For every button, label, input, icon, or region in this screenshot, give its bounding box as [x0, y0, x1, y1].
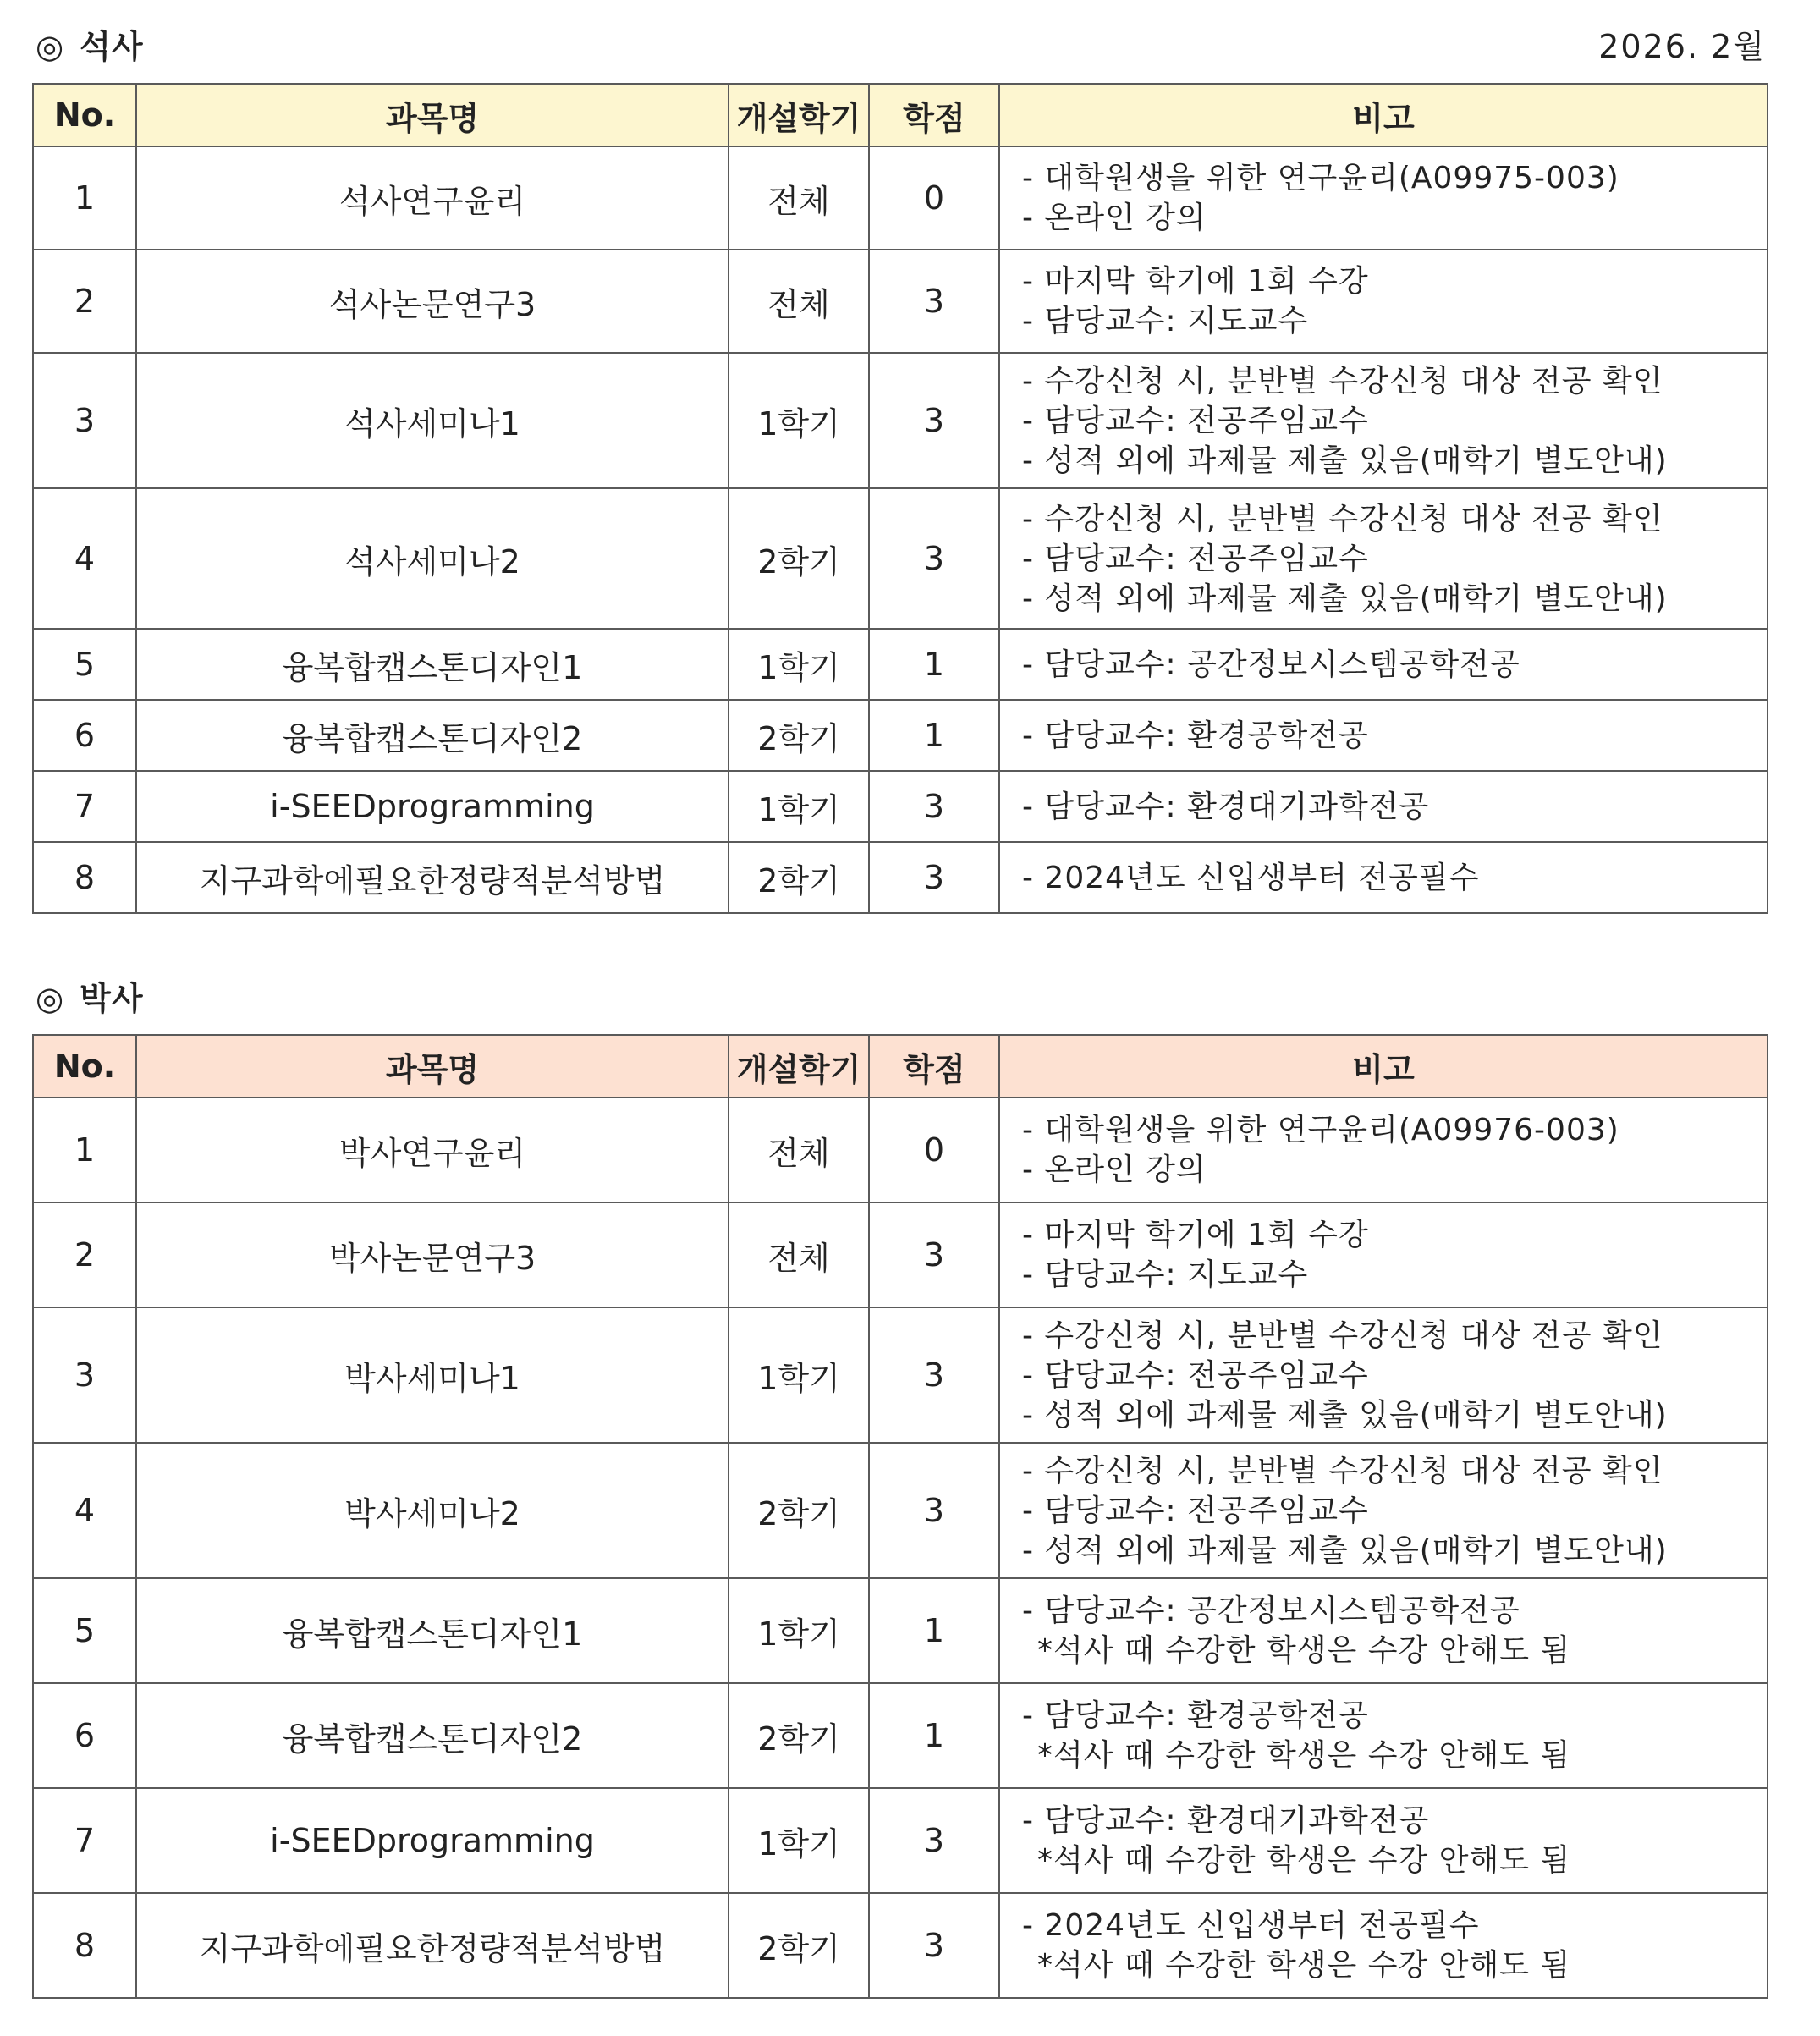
- course-name: 석사세미나2: [136, 488, 729, 629]
- course-remarks: [999, 842, 1768, 913]
- course-credits: 3: [869, 842, 999, 913]
- course-no: 8: [33, 842, 136, 913]
- header-no: No.: [33, 84, 136, 146]
- doctoral-course-table: [32, 1034, 1768, 1999]
- course-no: 4: [33, 488, 136, 629]
- header-semester: 개설학기: [729, 1035, 869, 1098]
- course-no: 4: [33, 1443, 136, 1578]
- course-credits: 0: [869, 146, 999, 250]
- course-name: 융복합캡스톤디자인2: [136, 1683, 729, 1788]
- course-credits: 1: [869, 1578, 999, 1683]
- course-remarks: [999, 146, 1768, 250]
- table-row: [33, 1578, 1768, 1683]
- table-row: [33, 146, 1768, 250]
- course-semester: 1학기: [729, 629, 869, 700]
- remark-line: - 담당교수: 환경공학전공: [1022, 718, 1369, 753]
- course-semester: 전체: [729, 1202, 869, 1307]
- course-credits: 3: [869, 1893, 999, 1998]
- remark-line: - 수강신청 시, 분반별 수강신청 대상 전공 확인: [1022, 363, 1663, 399]
- course-semester: 전체: [729, 1098, 869, 1202]
- course-no: 5: [33, 1578, 136, 1683]
- course-credits: 1: [869, 629, 999, 700]
- remark-line: - 2024년도 신입생부터 전공필수: [1022, 860, 1480, 895]
- remark-line: - 담당교수: 환경대기과학전공: [1022, 789, 1430, 824]
- course-no: 1: [33, 146, 136, 250]
- course-name: 지구과학에필요한정량적분석방법: [136, 842, 729, 913]
- header-no: No.: [33, 1035, 136, 1098]
- remark-line: - 담당교수: 지도교수: [1022, 304, 1309, 338]
- course-remarks: [999, 488, 1768, 629]
- course-name: 융복합캡스톤디자인2: [136, 700, 729, 771]
- remark-line: *석사 때 수강한 학생은 수강 안해도 됨: [1037, 1738, 1571, 1773]
- course-name: 박사세미나1: [136, 1307, 729, 1443]
- course-no: 8: [33, 1893, 136, 1998]
- masters-table-body: [33, 146, 1768, 913]
- course-remarks: [999, 1443, 1768, 1578]
- course-no: 5: [33, 629, 136, 700]
- header-credits: 학점: [869, 1035, 999, 1098]
- table-row: [33, 1202, 1768, 1307]
- course-no: 3: [33, 1307, 136, 1443]
- course-credits: 3: [869, 353, 999, 488]
- course-semester: 1학기: [729, 771, 869, 842]
- remark-line: - 성적 외에 과제물 제출 있음(매학기 별도안내): [1022, 581, 1668, 616]
- course-credits: 0: [869, 1098, 999, 1202]
- course-semester: 1학기: [729, 1788, 869, 1893]
- remark-line: - 담당교수: 전공주임교수: [1022, 1357, 1369, 1393]
- course-remarks: [999, 1788, 1768, 1893]
- remark-line: - 담당교수: 전공주임교수: [1022, 541, 1369, 576]
- doctoral-title-text: 박사: [80, 980, 144, 1017]
- table-row: [33, 771, 1768, 842]
- course-name: 석사세미나1: [136, 353, 729, 488]
- remark-line: - 담당교수: 전공주임교수: [1022, 1493, 1369, 1528]
- course-no: 6: [33, 700, 136, 771]
- remark-line: - 대학원생을 위한 연구윤리(A09975-003): [1022, 161, 1619, 195]
- course-name: 박사세미나2: [136, 1443, 729, 1578]
- course-semester: 2학기: [729, 488, 869, 629]
- course-name: i-SEEDprogramming: [136, 771, 729, 842]
- table-row: [33, 1443, 1768, 1578]
- table-row: [33, 1307, 1768, 1443]
- masters-course-table: [32, 83, 1768, 914]
- header-course-name: 과목명: [136, 1035, 729, 1098]
- remark-line: - 온라인 강의: [1022, 201, 1207, 235]
- course-semester: 2학기: [729, 700, 869, 771]
- header-remarks: 비고: [999, 1035, 1768, 1098]
- remark-line: - 수강신청 시, 분반별 수강신청 대상 전공 확인: [1022, 501, 1663, 537]
- course-semester: 1학기: [729, 1307, 869, 1443]
- table-row: [33, 353, 1768, 488]
- table-row: [33, 1098, 1768, 1202]
- course-remarks: [999, 1307, 1768, 1443]
- course-semester: 2학기: [729, 1893, 869, 1998]
- course-credits: 1: [869, 1683, 999, 1788]
- course-remarks: [999, 1578, 1768, 1683]
- remark-line: *석사 때 수강한 학생은 수강 안해도 됨: [1037, 1633, 1571, 1668]
- course-credits: 3: [869, 488, 999, 629]
- course-semester: 전체: [729, 250, 869, 353]
- course-remarks: [999, 700, 1768, 771]
- course-remarks: [999, 353, 1768, 488]
- doctoral-table-body: [33, 1098, 1768, 1998]
- header-semester: 개설학기: [729, 84, 869, 146]
- double-circle-icon: ◎: [36, 28, 65, 65]
- doctoral-section-title: [36, 977, 144, 1020]
- table-row: [33, 1683, 1768, 1788]
- masters-section-title: [36, 25, 144, 68]
- course-name: i-SEEDprogramming: [136, 1788, 729, 1893]
- course-name: 석사논문연구3: [136, 250, 729, 353]
- course-credits: 3: [869, 771, 999, 842]
- course-semester: 2학기: [729, 1683, 869, 1788]
- remark-line: - 마지막 학기에 1회 수강: [1022, 1218, 1369, 1252]
- course-credits: 1: [869, 700, 999, 771]
- course-remarks: [999, 1683, 1768, 1788]
- table-row: [33, 250, 1768, 353]
- remark-line: - 수강신청 시, 분반별 수강신청 대상 전공 확인: [1022, 1318, 1663, 1353]
- course-name: 박사논문연구3: [136, 1202, 729, 1307]
- course-remarks: [999, 1098, 1768, 1202]
- course-no: 3: [33, 353, 136, 488]
- remark-line: - 마지막 학기에 1회 수강: [1022, 264, 1369, 299]
- course-credits: 3: [869, 250, 999, 353]
- course-semester: 2학기: [729, 842, 869, 913]
- course-semester: 2학기: [729, 1443, 869, 1578]
- remark-line: - 성적 외에 과제물 제출 있음(매학기 별도안내): [1022, 443, 1668, 478]
- table-row: [33, 1893, 1768, 1998]
- course-credits: 3: [869, 1307, 999, 1443]
- course-no: 1: [33, 1098, 136, 1202]
- table-row: [33, 1788, 1768, 1893]
- table-row: [33, 700, 1768, 771]
- course-no: 7: [33, 1788, 136, 1893]
- course-name: 석사연구윤리: [136, 146, 729, 250]
- table-row: [33, 488, 1768, 629]
- course-credits: 3: [869, 1788, 999, 1893]
- double-circle-icon: ◎: [36, 980, 65, 1017]
- header-course-name: 과목명: [136, 84, 729, 146]
- remark-line: - 수강신청 시, 분반별 수강신청 대상 전공 확인: [1022, 1453, 1663, 1488]
- remark-line: - 담당교수: 전공주임교수: [1022, 403, 1369, 438]
- course-name: 지구과학에필요한정량적분석방법: [136, 1893, 729, 1998]
- header-credits: 학점: [869, 84, 999, 146]
- header-remarks: 비고: [999, 84, 1768, 146]
- remark-line: - 담당교수: 환경대기과학전공: [1022, 1803, 1430, 1838]
- remark-line: - 대학원생을 위한 연구윤리(A09976-003): [1022, 1113, 1619, 1147]
- course-remarks: [999, 1202, 1768, 1307]
- table-row: [33, 842, 1768, 913]
- course-name: 박사연구윤리: [136, 1098, 729, 1202]
- document-date: 2026. 2월: [1598, 28, 1766, 65]
- course-remarks: [999, 629, 1768, 700]
- course-semester: 1학기: [729, 1578, 869, 1683]
- course-no: 2: [33, 1202, 136, 1307]
- remark-line: - 성적 외에 과제물 제출 있음(매학기 별도안내): [1022, 1533, 1668, 1568]
- course-remarks: [999, 771, 1768, 842]
- course-no: 7: [33, 771, 136, 842]
- course-name: 융복합캡스톤디자인1: [136, 629, 729, 700]
- remark-line: - 담당교수: 공간정보시스템공학전공: [1022, 647, 1520, 682]
- remark-line: - 담당교수: 지도교수: [1022, 1257, 1309, 1292]
- remark-line: *석사 때 수강한 학생은 수강 안해도 됨: [1037, 1843, 1571, 1878]
- course-name: 융복합캡스톤디자인1: [136, 1578, 729, 1683]
- course-credits: 3: [869, 1202, 999, 1307]
- table-row: [33, 629, 1768, 700]
- remark-line: *석사 때 수강한 학생은 수강 안해도 됨: [1037, 1948, 1571, 1983]
- course-semester: 1학기: [729, 353, 869, 488]
- course-remarks: [999, 250, 1768, 353]
- course-remarks: [999, 1893, 1768, 1998]
- course-no: 6: [33, 1683, 136, 1788]
- table-header-row: [33, 1035, 1768, 1098]
- remark-line: - 담당교수: 공간정보시스템공학전공: [1022, 1593, 1520, 1628]
- masters-title-text: 석사: [80, 28, 144, 65]
- table-header-row: [33, 84, 1768, 146]
- course-semester: 전체: [729, 146, 869, 250]
- course-credits: 3: [869, 1443, 999, 1578]
- remark-line: - 담당교수: 환경공학전공: [1022, 1698, 1369, 1733]
- remark-line: - 온라인 강의: [1022, 1153, 1207, 1187]
- remark-line: - 2024년도 신입생부터 전공필수: [1022, 1908, 1480, 1943]
- course-no: 2: [33, 250, 136, 353]
- remark-line: - 성적 외에 과제물 제출 있음(매학기 별도안내): [1022, 1397, 1668, 1433]
